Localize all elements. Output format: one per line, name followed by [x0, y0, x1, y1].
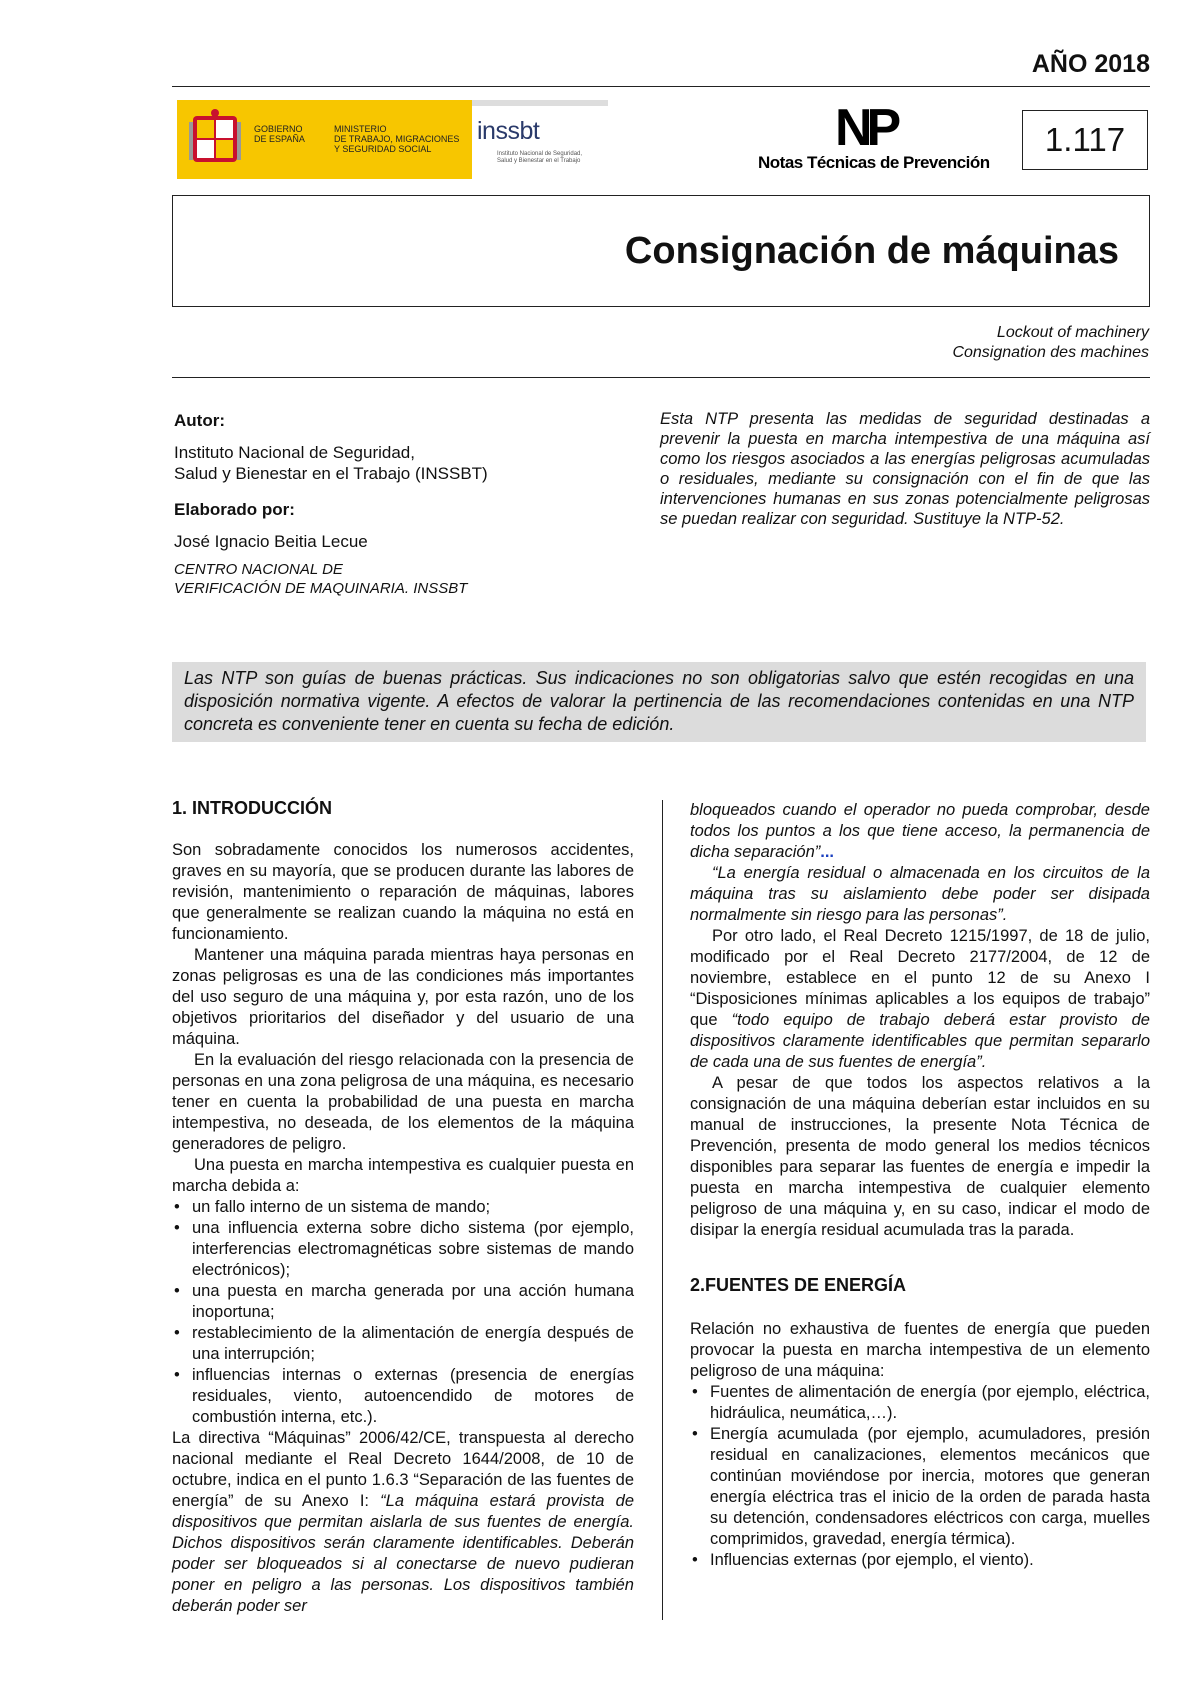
list-item-text: Fuentes de alimentación de energía (por ejemplo, eléctrica, hidráulica, neumática,…).: [710, 1383, 1150, 1422]
list-item: • Influencias externas (por ejemplo, el viento).: [692, 1551, 1034, 1569]
list-item: • Energía acumulada (por ejemplo, acumuladores, presión residual en canalizaciones, elementos mecánicos que continúan moviéndose por inercia, motores que generan energía eléctrica tras el inicio de la orden de parada hasta su detención, condensadores eléctricos con carga, muelles comprimidos, gravedad, energía térmica).: [692, 1425, 1150, 1548]
title-rule: [172, 377, 1150, 378]
inssbt-logo: inssbt: [477, 117, 540, 145]
section-heading-intro: 1. INTRODUCCIÓN: [172, 798, 333, 818]
list-item: • un fallo interno de un sistema de mando;: [174, 1198, 491, 1216]
coat-of-arms-icon: [189, 108, 241, 170]
prepared-label: Elaborado por:: [174, 500, 295, 519]
list-item: • restablecimiento de la alimentación de energía después de una interrupción;: [174, 1324, 634, 1363]
center-line-2: VERIFICACIÓN DE MAQUINARIA. INSSBT: [174, 580, 468, 597]
list-item-text: una puesta en marcha generada por una acción humana inoportuna;: [192, 1282, 634, 1321]
inssbt-sub-line-2: Salud y Bienestar en el Trabajo: [497, 158, 581, 164]
inssbt-sub-line-1: Instituto Nacional de Seguridad,: [497, 151, 583, 157]
list-item: • Fuentes de alimentación de energía (por ejemplo, eléctrica, hidráulica, neumática,…).: [692, 1383, 1150, 1422]
np-caption: Notas Técnicas de Prevención: [758, 153, 990, 172]
disclaimer-notice: Las NTP son guías de buenas prácticas. Sus indicaciones no son obligatorias salvo que estén recogidas en una disposición normativa vigente. A efectos de valorar la pertinencia de las recomendaciones contenidas en una NTP concreta es conveniente tener en cuenta su fecha de edición.: [172, 662, 1146, 742]
gov-line-2: DE ESPAÑA: [254, 134, 305, 144]
text-run: Por otro lado, el Real Decreto 1215/1997, de 18 de julio, modificado por el Real Decreto 2177/2004, de 12 de noviembre, establece en el punto 12 de su Anexo I “Disposiciones mínimas aplicables a los equipos de trabajo” que: [690, 927, 1150, 1029]
document-title: Consignación de máquinas: [624, 230, 1119, 272]
ministry-line-1: MINISTERIO: [334, 124, 387, 134]
title-box: [172, 195, 1150, 307]
paragraph: Son sobradamente conocidos los numerosos accidentes, graves en su mayoría, que se producen durante las labores de revisión, mantenimiento o reparación de máquinas, labores que generalmente se realizan cuando la máquina no está en funcionamiento.: [172, 841, 634, 943]
abstract: Esta NTP presenta las medidas de seguridad destinadas a prevenir la puesta en marcha intempestiva de una máquina así como los riesgos asociados a las energías peligrosas acumuladas o residuales, mediante su consignación con el fin de que las intervenciones humanas en sus zonas potencialmente peligrosas se puedan realizar con seguridad. Sustituye la NTP-52.: [660, 410, 1150, 528]
ellipsis: ...: [820, 843, 835, 861]
quote-run: bloqueados cuando el operador no pueda comprobar, desde todos los puntos a los que tiene acceso, la permanencia de dicha separación”: [690, 801, 1150, 861]
np-logo: NP: [835, 99, 896, 157]
list-item-text: una influencia externa sobre dicho sistema (por ejemplo, interferencias electromagnéticas sobre sistemas de mando electrónicos);: [192, 1219, 634, 1279]
text-run: La directiva “Máquinas” 2006/42/CE, transpuesta al derecho nacional mediante el Real Decreto 1644/2008, de 10 de octubre, indica en el punto 1.6.3 “Separación de las fuentes de energía” de su Anexo I:: [172, 1429, 634, 1510]
ministry-logo-text: [334, 124, 459, 154]
center-line-1: CENTRO NACIONAL DE: [174, 561, 343, 578]
alt-title-fr: Consignation des machines: [952, 344, 1149, 361]
author-line-1: Instituto Nacional de Seguridad,: [174, 443, 415, 462]
ministry-line-2: DE TRABAJO, MIGRACIONES: [334, 134, 460, 144]
column-right: [690, 800, 1150, 1571]
bullet-list: [690, 1382, 1150, 1571]
list-item: • influencias internas o externas (presencia de energías residuales, viento, autoencendido de motores de combustión interna, etc.).: [174, 1366, 634, 1426]
gov-logo-text: [254, 124, 305, 144]
quote-run: “La máquina estará provista de dispositivos que permitan aislarla de sus fuentes de energía. Dichos dispositivos serán claramente identificables. Deberán poder ser bloqueados si al conectarse de nuevo pudieran poner en peligro a las personas. Los dispositivos también deberán poder ser: [172, 1492, 635, 1615]
edition-year: AÑO 2018: [1031, 50, 1150, 78]
inssbt-logo-subtitle: [497, 151, 582, 165]
author-value: [174, 442, 488, 484]
ministry-line-3: Y SEGURIDAD SOCIAL: [334, 144, 432, 154]
paragraph: Mantener una máquina parada mientras haya personas en zonas peligrosas es una de las condiciones más importantes del uso seguro de una máquina y, por esta razón, uno de los objetivos prioritarios del diseñador y del usuario de una máquina.: [172, 946, 634, 1048]
list-item-text: influencias internas o externas (presencia de energías residuales, viento, autoencendido de motores de combustión interna, etc.).: [192, 1366, 634, 1426]
paragraph: [690, 800, 1150, 863]
quote-run: “todo equipo de trabajo deberá estar provisto de dispositivos claramente identificables que permitan separarlo de cada una de sus fuentes de energía”.: [690, 1011, 1150, 1071]
author-line-2: Salud y Bienestar en el Trabajo (INSSBT): [174, 464, 488, 483]
quote-run: “La energía residual o almacenada en los circuitos de la máquina tras su aislamiento debe poder ser disipada normalmente sin riesgo para las personas”.: [690, 864, 1150, 924]
list-item: • una influencia externa sobre dicho sistema (por ejemplo, interferencias electromagnéticas sobre sistemas de mando electrónicos);: [174, 1219, 634, 1279]
list-item: • una puesta en marcha generada por una acción humana inoportuna;: [174, 1282, 634, 1321]
gov-line-1: GOBIERNO: [254, 124, 303, 134]
column-divider: [662, 800, 663, 1620]
prepared-name: José Ignacio Beitia Lecue: [174, 532, 368, 551]
paragraph: [172, 1428, 634, 1617]
author-label: Autor:: [174, 411, 225, 430]
bullet-list: [172, 1197, 634, 1428]
paragraph: Relación no exhaustiva de fuentes de energía que pueden provocar la puesta en marcha intempestiva de un elemento peligroso de una máquina:: [690, 1320, 1150, 1380]
column-left: [172, 798, 634, 1617]
list-item-text: restablecimiento de la alimentación de energía después de una interrupción;: [192, 1324, 634, 1363]
alt-title-en: Lockout of machinery: [996, 324, 1149, 341]
list-item-text: un fallo interno de un sistema de mando;: [192, 1198, 491, 1216]
list-item-text: Energía acumulada (por ejemplo, acumuladores, presión residual en canalizaciones, elementos mecánicos que continúan moviéndose por inercia, motores que generan energía eléctrica tras el inicio de la orden de parada hasta su detención, condensadores eléctricos con carga, muelles comprimidos, gravedad, energía térmica).: [710, 1425, 1150, 1548]
paragraph: [690, 926, 1150, 1073]
prepared-center: [174, 560, 467, 598]
header-rule: [172, 86, 1150, 87]
paragraph: A pesar de que todos los aspectos relativos a la consignación de una máquina deberían estar incluidos en su manual de instrucciones, la presente Nota Técnica de Prevención, presenta de modo general los medios técnicos disponibles para separar las fuentes de energía e impedir la puesta en marcha intempestiva de cualquier elemento peligroso de una máquina y, en su caso, indicar el modo de disipar la energía residual acumulada tras la parada.: [690, 1074, 1150, 1239]
list-item-text: Influencias externas (por ejemplo, el viento).: [710, 1551, 1034, 1569]
paragraph: [690, 863, 1150, 926]
paragraph: En la evaluación del riesgo relacionada con la presencia de personas en una zona peligrosa de una máquina, es necesario tener en cuenta la probabilidad de una puesta en marcha intempestiva, no deseada, de los elementos de la máquina generadores de peligro.: [172, 1051, 634, 1153]
section-heading-energy: 2.FUENTES DE ENERGÍA: [690, 1275, 907, 1295]
ntp-number: 1.117: [1022, 110, 1148, 170]
paragraph: Una puesta en marcha intempestiva es cualquier puesta en marcha debida a:: [172, 1156, 634, 1195]
